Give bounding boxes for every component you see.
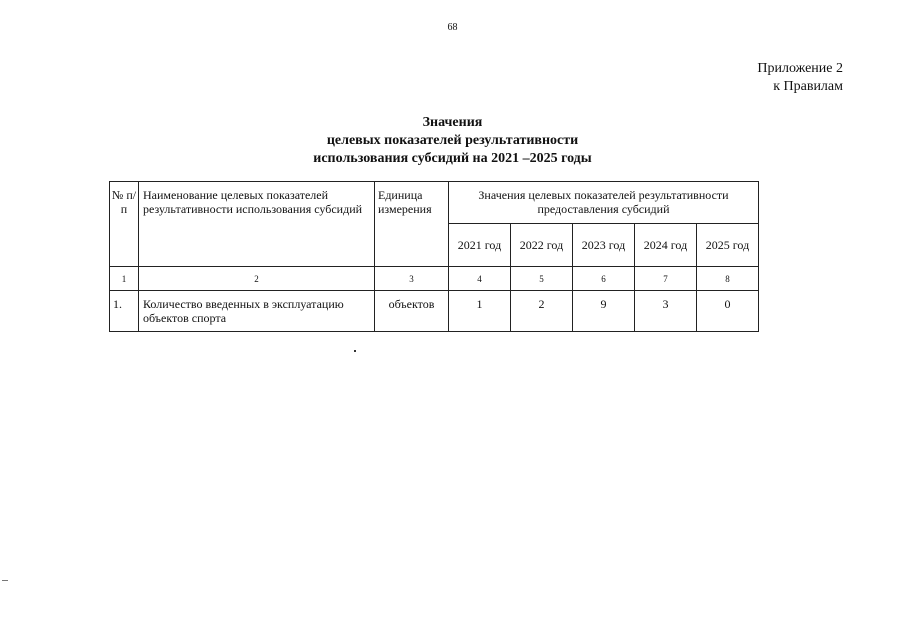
- header-year-2023: 2023 год: [573, 224, 635, 267]
- header-year-2024: 2024 год: [635, 224, 697, 267]
- title-line-1: Значения: [422, 115, 483, 130]
- row-indicator-name: Количество введенных в эксплуатацию объектов спорта: [139, 291, 375, 332]
- row-number: 1.: [110, 291, 139, 332]
- table-index-row: [110, 267, 759, 291]
- header-year-2025: 2025 год: [697, 224, 759, 267]
- table-header-row: [110, 182, 759, 224]
- appendix-line-1: Приложение 2: [757, 61, 843, 76]
- header-name: Наименование целевых показателей результативности использования субсидий: [139, 182, 375, 267]
- index-cell: 6: [573, 267, 635, 291]
- scan-margin-mark: [2, 580, 8, 581]
- title-line-3: использования субсидий на 2021 –2025 годы: [313, 151, 592, 166]
- row-unit: объектов: [375, 291, 449, 332]
- row-value-2025: 0: [697, 291, 759, 332]
- index-cell: 7: [635, 267, 697, 291]
- title-line-2: целевых показателей результативности: [326, 133, 579, 148]
- index-cell: 8: [697, 267, 759, 291]
- appendix-label: [757, 60, 843, 96]
- row-value-2021: 1: [449, 291, 511, 332]
- index-cell: 1: [110, 267, 139, 291]
- header-year-2021: 2021 год: [449, 224, 511, 267]
- results-table: [109, 181, 759, 332]
- table-row: [110, 291, 759, 332]
- index-cell: 5: [511, 267, 573, 291]
- header-number: № п/п: [110, 182, 139, 267]
- row-value-2022: 2: [511, 291, 573, 332]
- row-value-2024: 3: [635, 291, 697, 332]
- index-cell: 4: [449, 267, 511, 291]
- header-values-group: Значения целевых показателей результативности предоставления субсидий: [449, 182, 759, 224]
- index-cell: 2: [139, 267, 375, 291]
- page-number: 68: [447, 22, 458, 33]
- appendix-line-2: к Правилам: [773, 79, 843, 94]
- header-unit: Единица измерения: [375, 182, 449, 267]
- document-title: [0, 114, 905, 168]
- row-value-2023: 9: [573, 291, 635, 332]
- index-cell: 3: [375, 267, 449, 291]
- scan-speck: [354, 350, 356, 352]
- header-year-2022: 2022 год: [511, 224, 573, 267]
